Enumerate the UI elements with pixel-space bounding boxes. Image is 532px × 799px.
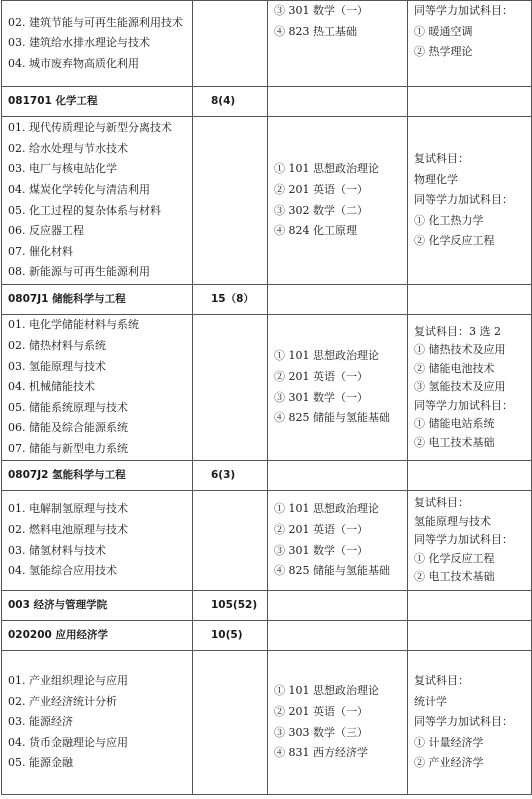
school-code-name: 003 经济与管理学院 (2, 591, 193, 621)
direction-item: 07. 催化材料 (8, 244, 73, 258)
subject-item: ③ 301 数学（一） (274, 543, 368, 557)
direction-item: 04. 煤炭化学转化与清洁利用 (8, 182, 150, 196)
exam-subjects (268, 1, 408, 87)
subject-item: ④ 825 储能与氢能基础 (274, 564, 390, 578)
remark-item: ③ 氢能技术及应用 (414, 380, 506, 394)
direction-item: 02. 储热材料与系统 (8, 339, 106, 353)
remarks (408, 651, 532, 795)
subject-item: ③ 301 数学（一） (274, 4, 368, 17)
subject-item: ① 101 思想政治理论 (274, 162, 379, 176)
remark-item: ① 计量经济学 (414, 735, 484, 749)
remark-item: 复试科目：3 选 2 (414, 324, 501, 338)
major-quota: 8(4) (193, 87, 268, 117)
quota-cell (193, 1, 268, 87)
major-header-row (2, 461, 532, 491)
research-directions (2, 117, 193, 285)
remark-item: ② 产业经济学 (414, 756, 484, 770)
subject-item: ③ 301 数学（一） (274, 390, 368, 404)
subject-item: ② 201 英语（一） (274, 182, 368, 196)
remark-item: 复试科目： (414, 674, 469, 688)
subject-item: ② 201 英语（一） (274, 522, 368, 536)
subject-item: ① 101 思想政治理论 (274, 502, 379, 516)
direction-item: 07. 储能与新型电力系统 (8, 441, 128, 455)
direction-item: 05. 能源金融 (8, 756, 73, 770)
remark-item: ② 电工技术基础 (414, 570, 495, 584)
remark-item: ① 储热技术及应用 (414, 343, 506, 357)
subject-item: ④ 823 热工基础 (274, 24, 357, 38)
direction-item: 02. 燃料电池原理与技术 (8, 522, 128, 536)
direction-item: 04. 机械储能技术 (8, 380, 95, 394)
exam-subjects (268, 315, 408, 461)
exam-subjects (268, 651, 408, 795)
school-header-row (2, 591, 532, 621)
quota-cell (193, 651, 268, 795)
remark-item: ① 化学反应工程 (414, 551, 495, 565)
major-header-row (2, 285, 532, 315)
subject-item: ③ 302 数学（二） (274, 203, 368, 217)
major-quota: 10(5) (193, 621, 268, 651)
subject-item: ② 201 英语（一） (274, 369, 368, 383)
remark-item: 氢能原理与技术 (414, 514, 491, 528)
direction-item: 01. 产业组织理论与应用 (8, 674, 128, 688)
major-header-row (2, 87, 532, 117)
quota-cell (193, 117, 268, 285)
remark-item: ① 暖通空调 (414, 24, 473, 38)
remarks (408, 117, 532, 285)
direction-item: 05. 储能系统原理与技术 (8, 400, 128, 414)
subject-item: ④ 824 化工原理 (274, 224, 357, 238)
direction-item: 04. 货币金融理论与应用 (8, 735, 128, 749)
remarks (408, 315, 532, 461)
detail-row (2, 651, 532, 795)
remark-item: 同等学力加试科目： (414, 4, 513, 17)
admission-catalog-table (1, 0, 532, 795)
major-code-name: 0807J1 储能科学与工程 (2, 285, 193, 315)
research-directions (2, 1, 193, 87)
school-quota: 105(52) (193, 591, 268, 621)
direction-item: 03. 建筑给水排水理论与技术 (8, 36, 150, 50)
major-code-name: 081701 化学工程 (2, 87, 193, 117)
detail-row (2, 315, 532, 461)
remark-item: 物理化学 (414, 172, 458, 186)
direction-item: 01. 电化学储能材料与系统 (8, 318, 139, 332)
remark-item: ① 储能电站系统 (414, 417, 495, 431)
direction-item: 03. 储氢材料与技术 (8, 543, 106, 557)
remarks (408, 491, 532, 591)
direction-item: 01. 电解制氢原理与技术 (8, 502, 128, 516)
detail-row (2, 117, 532, 285)
remark-item: ② 热学理论 (414, 45, 473, 59)
major-code-name: 020200 应用经济学 (2, 621, 193, 651)
exam-subjects (268, 491, 408, 591)
research-directions (2, 491, 193, 591)
remark-item: 同等学力加试科目： (414, 715, 513, 729)
direction-item: 02. 给水处理与节水技术 (8, 141, 128, 155)
remarks (408, 1, 532, 87)
subject-item: ① 101 思想政治理论 (274, 684, 379, 698)
remark-item: 统计学 (414, 694, 447, 708)
remark-item: 同等学力加试科目： (414, 533, 513, 547)
remark-item: 同等学力加试科目： (414, 398, 513, 412)
direction-item: 06. 反应器工程 (8, 224, 84, 238)
direction-item: 08. 新能源与可再生能源利用 (8, 265, 150, 279)
subject-item: ④ 825 储能与氢能基础 (274, 411, 390, 425)
direction-item: 03. 电厂与核电站化学 (8, 162, 117, 176)
remark-item: ① 化工热力学 (414, 213, 484, 227)
remark-item: 复试科目： (414, 152, 469, 166)
remark-item: ② 电工技术基础 (414, 435, 495, 449)
direction-item: 02. 建筑节能与可再生能源利用技术 (8, 15, 183, 29)
detail-row (2, 1, 532, 87)
remark-item: 复试科目： (414, 496, 469, 510)
direction-item: 03. 能源经济 (8, 715, 73, 729)
subject-item: ② 201 英语（一） (274, 704, 368, 718)
direction-item: 04. 氢能综合应用技术 (8, 564, 117, 578)
direction-item: 01. 现代传质理论与新型分离技术 (8, 121, 172, 135)
quota-cell (193, 491, 268, 591)
direction-item: 06. 储能及综合能源系统 (8, 421, 128, 435)
major-header-row (2, 621, 532, 651)
major-quota: 15（8） (193, 285, 268, 315)
subject-item: ① 101 思想政治理论 (274, 349, 379, 363)
exam-subjects (268, 117, 408, 285)
major-code-name: 0807J2 氢能科学与工程 (2, 461, 193, 491)
research-directions (2, 315, 193, 461)
remark-item: 同等学力加试科目： (414, 193, 513, 207)
direction-item: 05. 化工过程的复杂体系与材料 (8, 203, 161, 217)
direction-item: 04. 城市废弃物高质化利用 (8, 56, 139, 70)
direction-item: 03. 氢能原理与技术 (8, 359, 106, 373)
detail-row (2, 491, 532, 591)
research-directions (2, 651, 193, 795)
quota-cell (193, 315, 268, 461)
remark-item: ② 化学反应工程 (414, 234, 495, 248)
remark-item: ② 储能电池技术 (414, 361, 495, 375)
subject-item: ③ 303 数学（三） (274, 725, 368, 739)
direction-item: 02. 产业经济统计分析 (8, 694, 117, 708)
subject-item: ④ 831 西方经济学 (274, 746, 368, 760)
major-quota: 6(3) (193, 461, 268, 491)
